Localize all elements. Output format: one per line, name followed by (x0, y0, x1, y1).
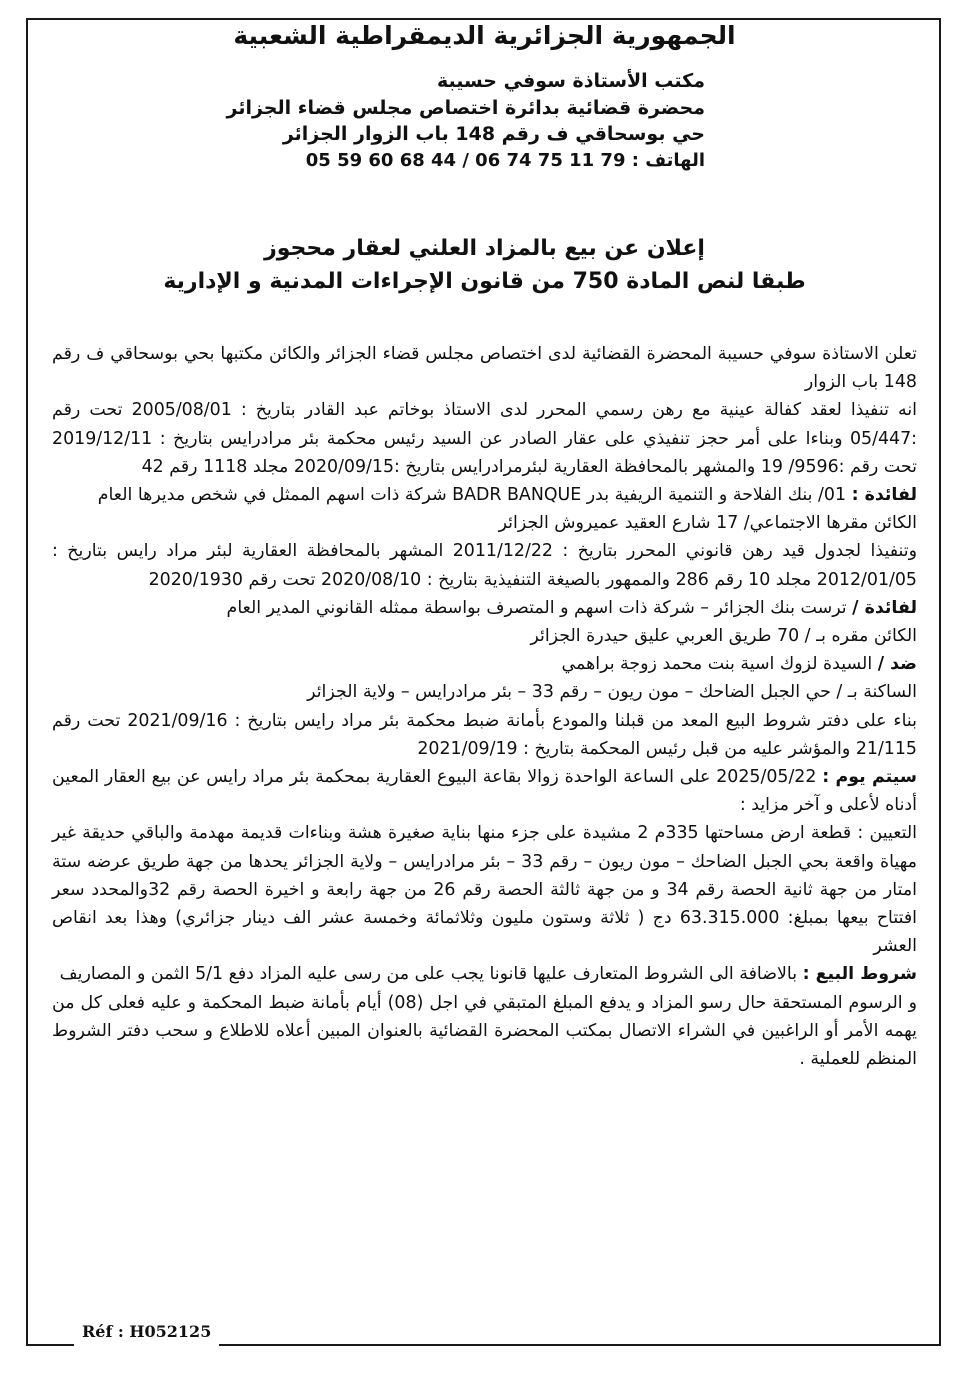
execution-paragraph: انه تنفيذا لعقد كفالة عينية مع رهن رسمي المحرر لدى الاستاذ بوخاتم عبد القادر بتاريخ : 2005/08/01 تحت رقم :05/447 وبناءا على أمر حجز تنفيذي على عقار الصادر عن السيد رئيس محكمة بئر مرادرايس بتاريخ : 2019/12/11 تحت رقم :9596/ 19 والمشهر بالمحافظة العقارية لبئرمرادرايس بتاريخ :2020/09/15 مجلد 1118 رقم 42 (52, 400, 917, 477)
legal-mortgage-paragraph: وتنفيذا لجدول قيد رهن قانوني المحرر بتاريخ : 2011/12/22 المشهر بالمحافظة العقارية لبئر مراد رايس بتاريخ : 2012/01/05 مجلد 10 رقم 286 والممهور بالصيغة التنفيذية بتاريخ : 2020/08/10 تحت رقم 2020/1930 (52, 541, 917, 590)
office-block (185, 68, 705, 174)
against-label: ضد / (877, 654, 917, 675)
sale-date (52, 763, 917, 819)
office-phone (185, 148, 705, 175)
office-address: حي بوسحاقي ف رقم 148 باب الزوار الجزائر (282, 123, 705, 145)
announcement-title (0, 232, 969, 298)
document-header (0, 18, 969, 54)
beneficiary-2-label: لفائدة / (852, 597, 917, 618)
residence-line: الساكنة بـ / حي الجبل الضاحك – مون ريون – رقم 33 – بئر مرادرايس – ولاية الجزائر (307, 682, 917, 703)
sale-text: 2025/05/22 على الساعة الواحدة زوالا بقاعة البيوع العقارية بمحكمة بئر مراد رايس عن بيع العقار المعين أدناه لأعلى و آخر مزايد : (52, 767, 917, 816)
beneficiary-2-text: ترست بنك الجزائر – شركة ذات اسهم و المتصرف بواسطة ممثله القانوني المدير العام (226, 597, 847, 618)
beneficiary-2 (52, 594, 917, 622)
property-designation: التعيين : قطعة ارض مساحتها 335م 2 مشيدة على جزء منها بناية صغيرة هشة وبناءات قديمة مهدمة والباقي حديقة غير مهياة واقعة بحي الجبل الضاحك – مون ريون – رقم 33 – بئر مرادرايس – ولاية الجزائر يحدها من جهة طريق عرضه ستة امتار من جهة ثانية الحصة رقم 34 و من جهة ثالثة الحصة رقم 26 من جهة رابعة و اخيرة الحصة رقم 32والمحدد سعر افتتاح بيعها بمبلغ: 63.315.000 دج ( ثلاثة وستون مليون وثلاثمائة وخمسة عشر الف دينار جزائري) وهذا بعد انقاص العشر (52, 823, 917, 957)
against-text: السيدة لزوك اسية بنت محمد زوجة براهمي (561, 654, 873, 675)
beneficiary-1-label: لفائدة : (851, 485, 917, 506)
beneficiary-1 (52, 481, 917, 509)
beneficiary-2-address: الكائن مقره بـ / 70 طريق العربي عليق حيدرة الجزائر (530, 626, 917, 647)
sale-label: سيتم يوم : (822, 767, 917, 788)
closing-paragraph: و الرسوم المستحقة حال رسو المزاد و يدفع المبلغ المتبقي في اجل (08) أيام بأمانة ضبط المحكمة و عليه فعلى كل من يهمه الأمر أو الراغبين في الشراء الاتصال بمكتب المحضرة القضائية بالعنوان المبين أعلاه للاطلاع و سحب دفتر الشروط المنظم للعملية . (52, 992, 917, 1070)
conditions-deposit-paragraph: بناء على دفتر شروط البيع المعد من قبلنا والمودع بأمانة ضبط محكمة بئر مراد رايس بتاريخ : 2021/09/16 تحت رقم 21/115 والمؤشر عليه من قبل رئيس المحكمة بتاريخ : 2021/09/19 (52, 710, 917, 759)
beneficiary-1-address: الكائن مقرها الاجتماعي/ 17 شارع العقيد عميروش الجزائر (498, 513, 917, 534)
conditions-label: شروط البيع : (802, 964, 917, 985)
against-party (52, 650, 917, 678)
office-role: محضرة قضائية بدائرة اختصاص مجلس قضاء الجزائر (226, 96, 705, 119)
reference-code: Réf : H052125 (74, 1318, 219, 1346)
intro-paragraph: تعلن الاستاذة سوفي حسيبة المحضرة القضائية لدى اختصاص مجلس قضاء الجزائر والكائن مكتبها بحي بوسحاقي ف رقم 148 باب الزوار (52, 344, 917, 393)
conditions-text: بالاضافة الى الشروط المتعارف عليها قانونا يجب على من رسى عليه المزاد دفع 5/1 الثمن و المصاريف (59, 964, 798, 985)
office-name: مكتب الأستاذة سوفي حسيبة (436, 70, 705, 92)
beneficiary-1-text: 01/ بنك الفلاحة و التنمية الريفية بدر BADR BANQUE شركة ذات اسهم الممثل في شخص مديرها العام (97, 485, 847, 506)
announcement-body (52, 340, 917, 1073)
title-line-2: طبقا لنص المادة 750 من قانون الإجراءات المدنية و الإدارية (163, 269, 806, 294)
phone-numbers: 05 59 60 68 44 / 06 74 75 11 79 (305, 149, 626, 171)
title-line-1: إعلان عن بيع بالمزاد العلني لعقار محجوز (264, 236, 705, 261)
phone-label: الهاتف : (631, 149, 705, 171)
republic-heading: الجمهورية الجزائرية الديمقراطية الشعبية (233, 21, 736, 50)
sale-conditions (52, 960, 917, 988)
